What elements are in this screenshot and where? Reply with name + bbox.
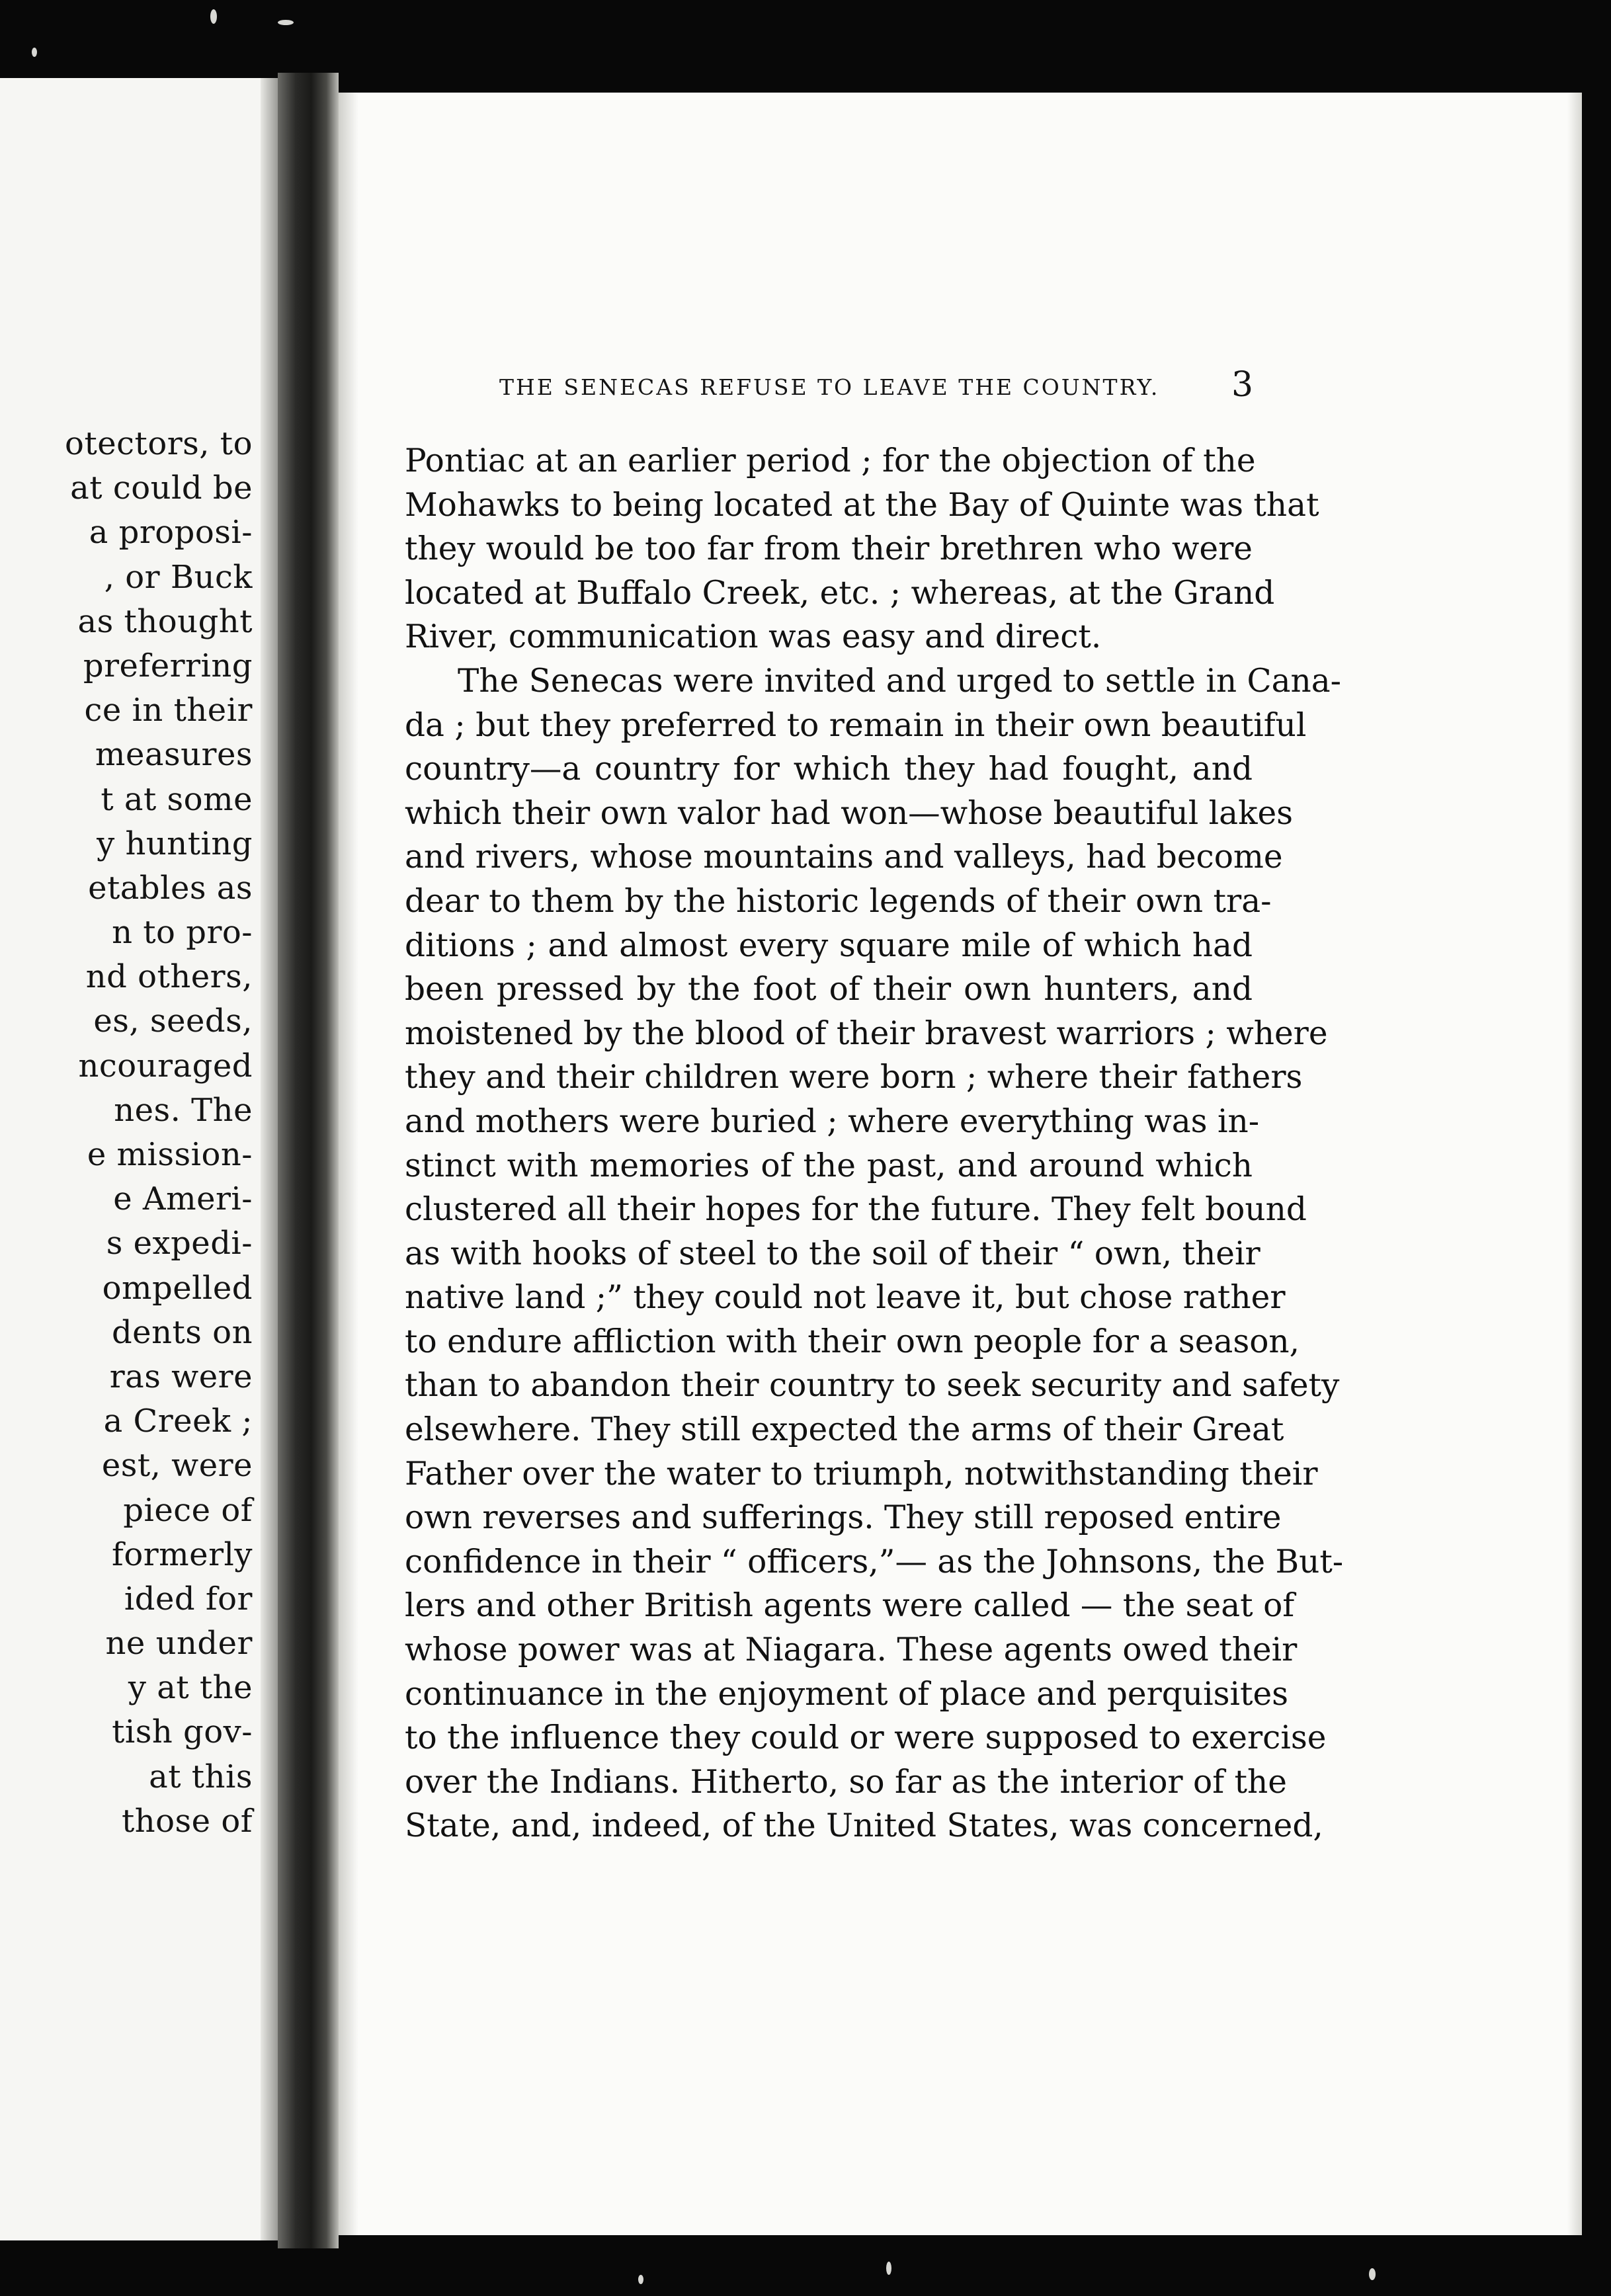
text-line: lers and other British agents were called — the seat of bbox=[405, 1587, 1295, 1625]
book-gutter bbox=[278, 73, 339, 2248]
text-line: dear to them by the historic legends of their own tra- bbox=[405, 882, 1272, 920]
text-line: located at Buffalo Creek, etc. ; whereas, at the Grand bbox=[405, 574, 1275, 612]
text-line: over the Indians. Hitherto, so far as the interior of the bbox=[405, 1763, 1287, 1801]
page-body-text bbox=[405, 439, 1344, 1848]
left-line: a proposi- bbox=[89, 514, 253, 552]
left-line: t at some bbox=[101, 780, 253, 818]
text-line: they and their children were born ; where their fathers bbox=[405, 1059, 1303, 1096]
left-line: piece of bbox=[123, 1491, 253, 1529]
left-page-text bbox=[65, 422, 253, 1844]
left-line: ras were bbox=[109, 1358, 253, 1395]
text-line: State, and, indeed, of the United States, was concerned, bbox=[405, 1807, 1323, 1845]
scan-speck bbox=[1369, 2268, 1376, 2280]
text-line: ditions ; and almost every square mile of which had bbox=[405, 926, 1253, 964]
left-line: preferring bbox=[83, 647, 253, 684]
scan-speck bbox=[638, 2275, 643, 2284]
left-line: as thought bbox=[77, 602, 253, 640]
left-line: etables as bbox=[88, 869, 253, 907]
scan-speck bbox=[278, 20, 294, 25]
scan-speck bbox=[32, 48, 37, 57]
left-line: ompelled bbox=[102, 1269, 253, 1307]
text-line: native land ;” they could not leave it, but chose rather bbox=[405, 1279, 1286, 1317]
left-line: ided for bbox=[124, 1580, 253, 1618]
text-line: own reverses and sufferings. They still reposed entire bbox=[405, 1499, 1282, 1537]
text-line: been pressed by the foot of their own hunters, and bbox=[405, 971, 1253, 1008]
text-line: than to abandon their country to seek security and safety bbox=[405, 1367, 1340, 1405]
left-line: ncouraged bbox=[78, 1047, 253, 1085]
scan-speck bbox=[210, 9, 217, 24]
left-line: nes. The bbox=[114, 1091, 253, 1129]
left-line: nd others, bbox=[85, 958, 253, 996]
left-line: est, were bbox=[101, 1447, 253, 1485]
left-line: e mission- bbox=[87, 1136, 253, 1173]
text-line: and rivers, whose mountains and valleys, had become bbox=[405, 839, 1283, 876]
left-line: tish gov- bbox=[112, 1713, 253, 1751]
text-line: stinct with memories of the past, and around which bbox=[405, 1147, 1253, 1184]
left-line: y hunting bbox=[97, 825, 253, 862]
left-line: n to pro- bbox=[112, 914, 253, 952]
text-line: confidence in their “ officers,”— as the Johnsons, the But- bbox=[405, 1543, 1344, 1580]
left-line: , or Buck bbox=[104, 558, 253, 596]
left-line: those of bbox=[121, 1802, 253, 1840]
left-line: measures bbox=[95, 736, 253, 774]
text-line: to the influence they could or were supposed to exercise bbox=[405, 1719, 1327, 1757]
text-line: and mothers were buried ; where everything was in- bbox=[405, 1102, 1260, 1140]
text-line: moistened by the blood of their bravest warriors ; where bbox=[405, 1014, 1328, 1052]
text-line: whose power was at Niagara. These agents owed their bbox=[405, 1631, 1298, 1669]
left-line: s expedi- bbox=[106, 1225, 253, 1262]
scan-speck bbox=[886, 2262, 891, 2275]
left-line: e Ameri- bbox=[113, 1180, 253, 1218]
text-line: as with hooks of steel to the soil of their “ own, their bbox=[405, 1235, 1260, 1272]
left-line: at this bbox=[149, 1758, 253, 1795]
left-line: ce in their bbox=[84, 692, 253, 729]
left-line: otectors, to bbox=[65, 425, 253, 462]
text-line: to endure affliction with their own people for a season, bbox=[405, 1323, 1300, 1360]
page-number: 3 bbox=[1231, 365, 1254, 405]
text-line: Father over the water to triumph, notwithstanding their bbox=[405, 1455, 1318, 1493]
left-line: y at the bbox=[128, 1669, 253, 1707]
text-line: da ; but they preferred to remain in their own beautiful bbox=[405, 706, 1307, 744]
text-line: River, communication was easy and direct. bbox=[405, 618, 1102, 656]
left-line: ne under bbox=[105, 1625, 253, 1662]
text-line: country—a country for which they had fought, and bbox=[405, 751, 1253, 788]
text-line: continuance in the enjoyment of place and perquisites bbox=[405, 1675, 1289, 1713]
text-line: Mohawks to being located at the Bay of Quinte was that bbox=[405, 486, 1319, 524]
text-line: they would be too far from their brethren who were bbox=[405, 530, 1253, 568]
text-line: elsewhere. They still expected the arms of their Great bbox=[405, 1411, 1284, 1449]
text-line: The Senecas were invited and urged to settle in Cana- bbox=[458, 662, 1342, 700]
left-line: es, seeds, bbox=[93, 1003, 253, 1040]
text-line: Pontiac at an earlier period ; for the objection of the bbox=[405, 442, 1256, 479]
left-line: formerly bbox=[112, 1536, 253, 1573]
running-head: THE SENECAS REFUSE TO LEAVE THE COUNTRY. bbox=[499, 374, 1160, 400]
left-line: a Creek ; bbox=[103, 1403, 253, 1440]
text-line: clustered all their hopes for the future. They felt bound bbox=[405, 1191, 1307, 1229]
left-line: dents on bbox=[111, 1313, 253, 1351]
left-line: at could be bbox=[70, 470, 253, 507]
text-line: which their own valor had won—whose beautiful lakes bbox=[405, 794, 1294, 832]
left-page bbox=[0, 78, 278, 2240]
